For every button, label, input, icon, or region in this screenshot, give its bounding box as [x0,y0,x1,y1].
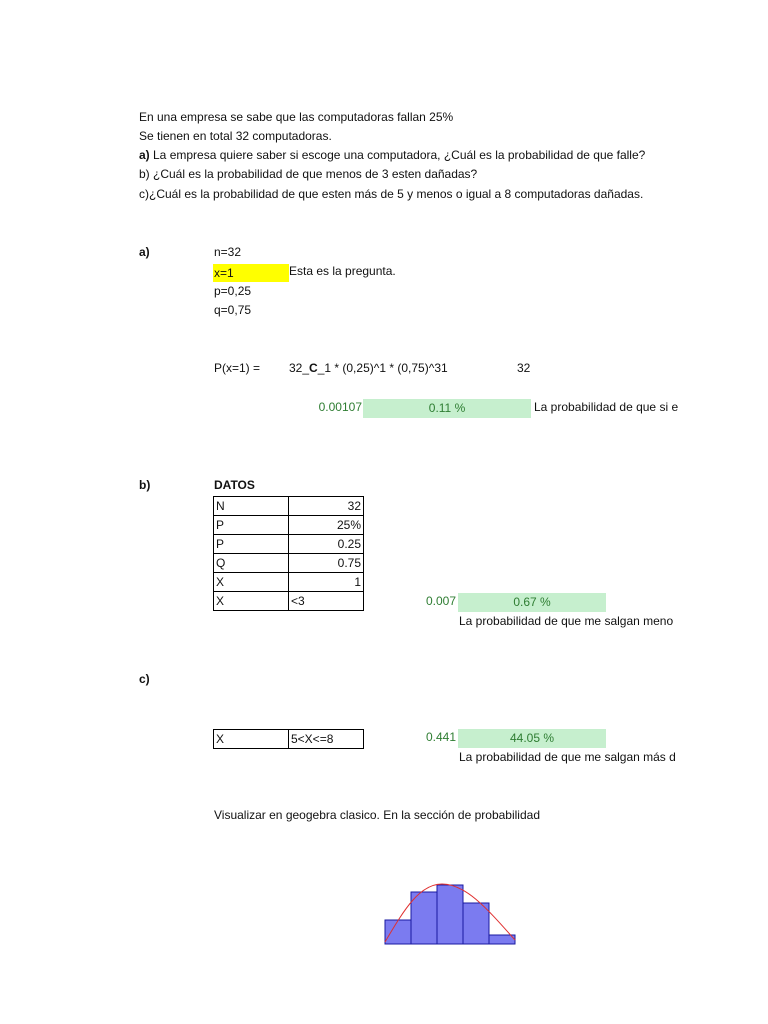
datos-key: X [214,573,289,592]
problem-line-4: b) ¿Cuál es la probabilidad de que menos de 3 esten dañadas? [139,167,478,181]
part-a-formula-pre: 32_ [289,361,310,375]
part-a-label: a) [139,245,150,259]
table-row [214,516,364,535]
problem-line-3-label: a) [139,148,150,162]
table-row [214,497,364,516]
part-a-result-percent: 0.11 % [363,399,531,418]
datos-key: N [214,497,289,516]
table-row [214,535,364,554]
datos-value: 0.75 [289,554,364,573]
histogram-bar [437,885,463,944]
part-a-note: Esta es la pregunta. [289,264,396,278]
problem-line-2: Se tienen en total 32 computadoras. [139,129,332,143]
part-c-result-value: 0.441 [425,730,456,744]
part-a-formula-extra: 32 [517,361,531,375]
histogram-image [380,878,520,946]
table-row [214,592,364,611]
part-a-formula-label: P(x=1) = [214,361,261,375]
part-c-result-text: La probabilidad de que me salgan más d [459,750,676,764]
table-row [214,573,364,592]
part-a-p: p=0,25 [214,284,252,298]
part-c-key: X [214,730,289,749]
part-b-result-text: La probabilidad de que me salgan meno [459,614,674,628]
part-a-result-value: 0.00107 [318,400,362,414]
problem-line-1: En una empresa se sabe que las computadoras fallan 25% [139,110,454,124]
part-c-value: 5<X<=8 [289,730,364,749]
histogram-bar [411,892,437,944]
datos-key: Q [214,554,289,573]
part-b-result-value: 0.007 [425,594,456,608]
part-a-formula-c: C [309,361,318,375]
part-a-result-text: La probabilidad de que si e [534,400,679,414]
datos-value: 32 [289,497,364,516]
part-a-n: n=32 [214,245,242,259]
part-a-x-highlight: x=1 [213,264,289,282]
part-b-label: b) [139,478,151,492]
problem-line-3-text: La empresa quiere saber si escoge una computadora, ¿Cuál es la probabilidad de que falle? [149,148,646,162]
datos-value: <3 [289,592,364,611]
problem-line-3 [139,146,645,165]
geogebra-note: Visualizar en geogebra clasico. En la sección de probabilidad [214,808,540,822]
datos-value: 0.25 [289,535,364,554]
problem-line-5: c)¿Cuál es la probabilidad de que esten más de 5 y menos o igual a 8 computadoras dañadas. [139,187,644,201]
histogram-bar [385,920,411,944]
datos-title: DATOS [214,478,255,492]
datos-key: X [214,592,289,611]
part-c-table [213,729,364,749]
part-c-label: c) [139,672,150,686]
datos-value: 25% [289,516,364,535]
table-row [214,730,364,749]
datos-value: 1 [289,573,364,592]
part-a-formula-post: _1 * (0,25)^1 * (0,75)^31 [317,361,448,375]
histogram-bar [463,903,489,944]
table-row [214,554,364,573]
part-a-formula [289,361,448,375]
part-b-result-percent: 0.67 % [458,593,606,612]
part-c-result-percent: 44.05 % [458,729,606,748]
datos-table [213,496,364,611]
datos-key: P [214,535,289,554]
datos-key: P [214,516,289,535]
part-a-q: q=0,75 [214,303,252,317]
